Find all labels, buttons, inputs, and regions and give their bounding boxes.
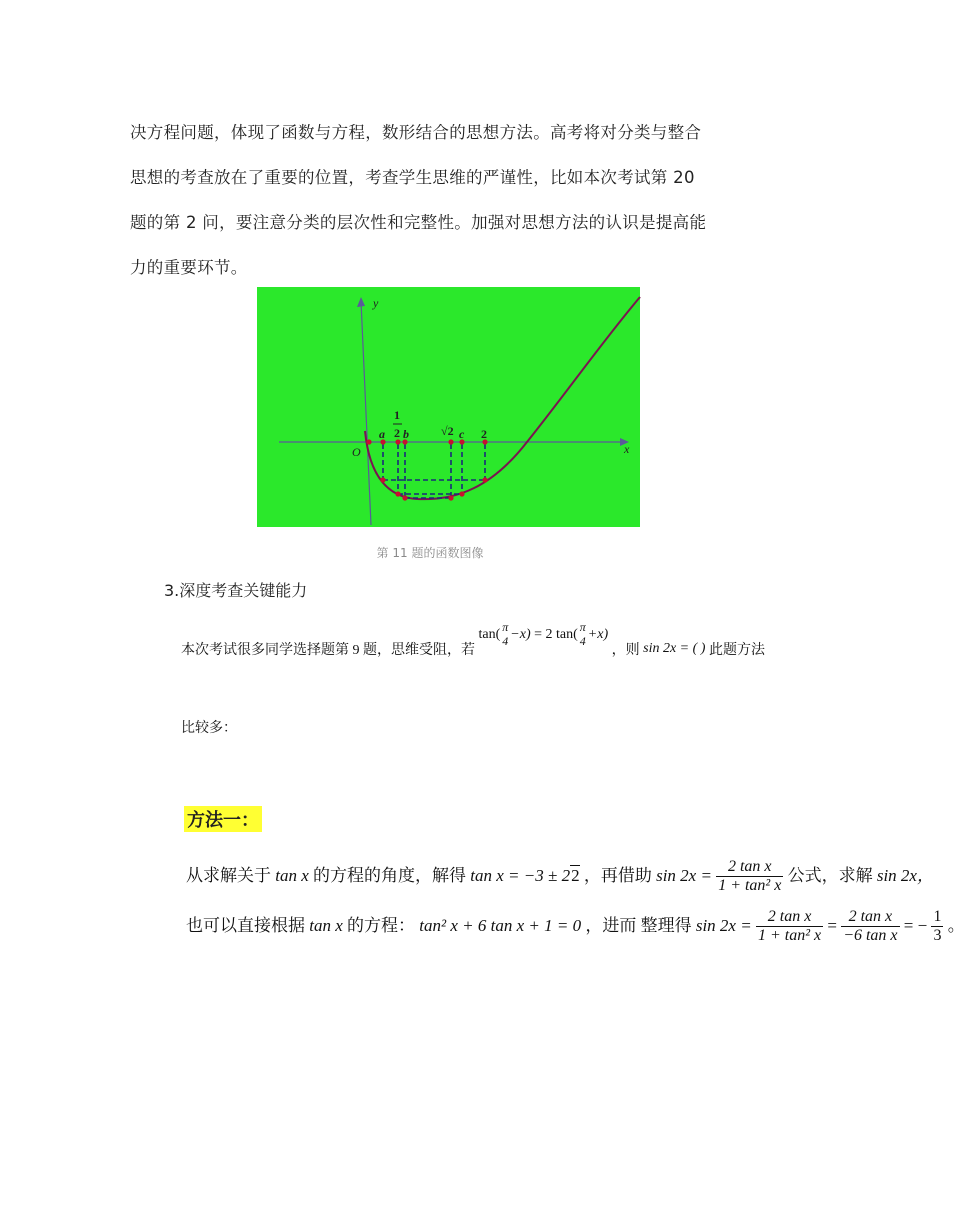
function-graph [257, 287, 640, 527]
paragraph-line-2: 思想的考查放在了重要的位置，考查学生思维的严谨性，比如本次考试第 20 [130, 168, 695, 187]
label-half-den: 2 [394, 426, 400, 440]
section-heading: 3.深度考查关键能力 [164, 581, 308, 600]
method-one-line-2: 也可以直接根据 tan x 的方程： tan² x + 6 tan x + 1 = 0 ，进而 整理得 sin 2x = $\frac{\text{2 tan x}}{\text{1 + tan² x}}$ = $\frac{\text{2 tan x}}{\text{−6 tan x}}$ = − $\frac{1}{3}$ 。 [186, 908, 965, 945]
figure-caption: 第 11 题的函数图像 [376, 546, 484, 560]
paragraph-line-4: 力的重要环节。 [130, 258, 248, 277]
label-sqrt2: √2 [441, 424, 454, 438]
method-one-title: 方法一： [184, 806, 262, 832]
x-axis-label: x [624, 442, 630, 456]
problem-line-2: 比较多： [181, 721, 237, 736]
method-one-line-1: 从求解关于 tan x 的方程的角度，解得 tan x = −3 ± 22 ，再借助 sin 2x = $\frac{\text{2 tan x}}{\text{1 + tan² x}}$ 公式，求解 sin 2x， [186, 858, 934, 895]
label-b: b [403, 427, 409, 441]
label-a: a [379, 427, 385, 441]
problem-line-1: 本次考试很多同学选择题第 9 题，思维受阻，若 tan( π 4 −x) = 2 tan( π 4 +x) ，则 sin 2x = ( ) 此题方法 [181, 620, 765, 658]
paragraph-line-3: 题的第 2 问，要注意分类的层次性和完整性。加强对思想方法的认识是提高能 [130, 213, 707, 232]
label-c: c [459, 427, 465, 441]
paragraph-line-1: 决方程问题，体现了函数与方程，数形结合的思想方法。高考将对分类与整合 [130, 123, 702, 142]
y-axis-label: y [373, 296, 379, 310]
label-half-num: 1 [394, 408, 400, 422]
label-2: 2 [481, 427, 487, 441]
graph-background [257, 287, 640, 527]
origin-label: O [352, 445, 361, 459]
